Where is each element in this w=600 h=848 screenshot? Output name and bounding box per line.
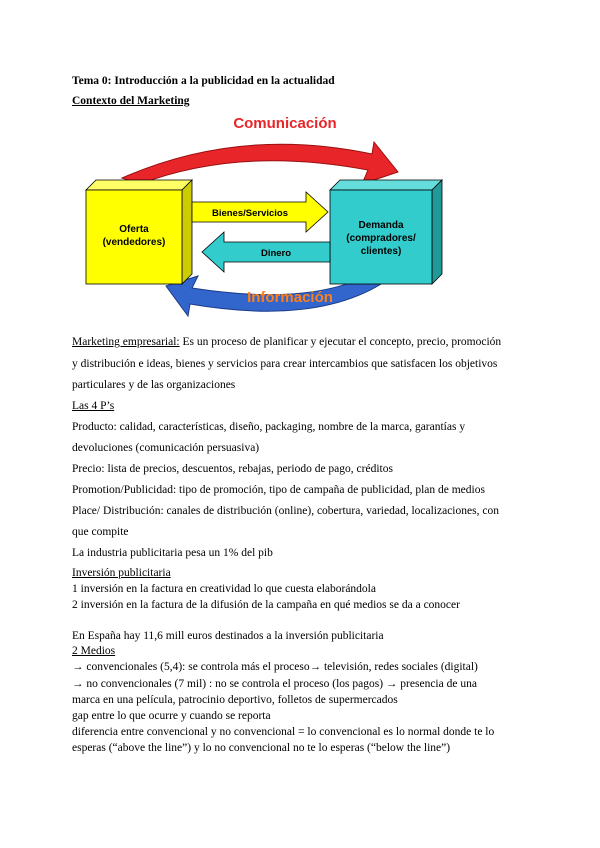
compradores-label: (compradores/: [346, 233, 416, 244]
diferencia-line-1: diferencia entre convencional y no convencional = lo convencional es lo normal donde te lo: [72, 726, 495, 738]
producto-line-1: Producto: calidad, características, diseño, packaging, nombre de la marca, garantías y: [72, 421, 466, 433]
oferta-label: Oferta: [119, 224, 149, 235]
dinero-label: Dinero: [260, 248, 292, 259]
diferencia-line-2: esperas (“above the line”) y lo no convencional no te lo esperas (“below the line”): [72, 742, 451, 754]
gap-line: gap entre lo que ocurre y cuando se reporta: [72, 710, 271, 722]
section-heading-contexto: Contexto del Marketing: [72, 95, 190, 107]
promotion-line: Promotion/Publicidad: tipo de promoción, tipo de campaña de publicidad, plan de medios: [72, 484, 485, 496]
dinero-arrow: [202, 232, 330, 272]
demanda-label: Demanda: [358, 220, 404, 231]
marketing-definition-line: [72, 335, 501, 349]
inversion-heading: Inversión publicitaria: [72, 567, 171, 579]
place-line-1: Place/ Distribución: canales de distribución (online), cobertura, variedad, localizaciones, con: [72, 505, 499, 517]
espana-line: En España hay 11,6 mill euros destinados a la inversión publicitaria: [72, 630, 384, 642]
marketing-line-2: y distribución e ideas, bienes y servicios para crear intercambios que satisfacen los objetivos: [72, 358, 498, 370]
inversion-item-2: 2 inversión en la factura de la difusión de la campaña en qué medios se da a conocer: [72, 599, 460, 611]
communication-arc-arrow: [122, 142, 398, 184]
four-ps-heading: Las 4 P’s: [72, 400, 115, 412]
inversion-item-1: 1 inversión en la factura en creatividad lo que cuesta elaborándola: [72, 583, 376, 595]
page-title: Tema 0: Introducción a la publicidad en la actualidad: [72, 75, 335, 87]
medios-heading: 2 Medios: [72, 645, 116, 657]
medios-item-2: → no convencionales (7 mil) : no se controla el proceso (los pagos) → presencia de una: [72, 678, 477, 690]
precio-line: Precio: lista de precios, descuentos, rebajas, periodo de pago, créditos: [72, 463, 393, 475]
marketing-text: Es un proceso de planificar y ejecutar el concepto, precio, promoción: [179, 336, 502, 348]
place-line-2: que compite: [72, 526, 129, 538]
communication-label: Comunicación: [233, 115, 337, 132]
marketing-label: Marketing empresarial:: [72, 336, 180, 348]
oferta-box: [86, 180, 192, 284]
industria-line: La industria publicitaria pesa un 1% del pib: [72, 547, 273, 559]
demanda-box: [330, 180, 442, 284]
clientes-label: clientes): [360, 246, 402, 257]
bienes-servicios-label: Bienes/Servicios: [211, 208, 289, 219]
vendedores-label: (vendedores): [102, 237, 166, 248]
producto-line-2: devoluciones (comunicación persuasiva): [72, 442, 260, 454]
marketing-line-3: particulares y de las organizaciones: [72, 379, 236, 391]
bienes-servicios-arrow: [192, 192, 328, 232]
medios-item-3: marca en una película, patrocinio deportivo, folletos de supermercados: [72, 694, 398, 706]
marketing-context-diagram: [80, 108, 450, 326]
information-label: Información: [247, 289, 333, 306]
medios-item-1: → convencionales (5,4): se controla más el proceso→ televisión, redes sociales (digital): [72, 661, 478, 673]
